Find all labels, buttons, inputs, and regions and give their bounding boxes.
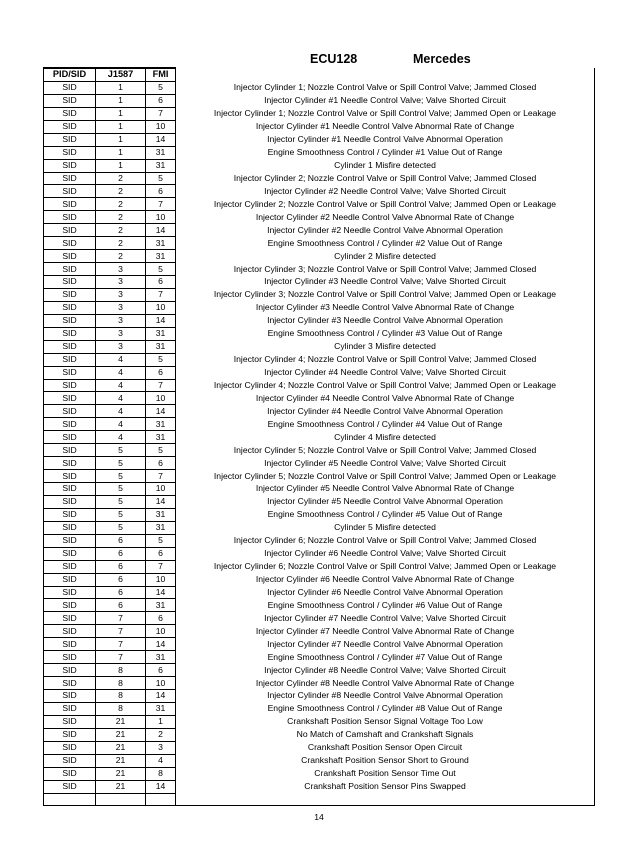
cell-description: Injector Cylinder #6 Needle Control Valve; Valve Shorted Circuit (176, 547, 595, 560)
cell-pid-sid: SID (44, 638, 96, 651)
cell-pid-sid: SID (44, 625, 96, 638)
table-row (44, 81, 595, 94)
cell-description: Crankshaft Position Sensor Signal Voltage Too Low (176, 715, 595, 728)
cell-pid-sid: SID (44, 211, 96, 224)
table-row (44, 547, 595, 560)
cell-j1587: 2 (96, 172, 146, 185)
cell-fmi: 10 (146, 677, 176, 690)
cell-fmi: 6 (146, 366, 176, 379)
cell-pid-sid: SID (44, 120, 96, 133)
cell-fmi: 14 (146, 780, 176, 793)
table-row (44, 470, 595, 483)
cell-description: No Match of Camshaft and Crankshaft Signals (176, 728, 595, 741)
cell-description: Injector Cylinder #3 Needle Control Valve Abnormal Rate of Change (176, 301, 595, 314)
cell-j1587: 1 (96, 159, 146, 172)
cell-j1587: 4 (96, 418, 146, 431)
cell-fmi: 31 (146, 340, 176, 353)
cell-pid-sid: SID (44, 237, 96, 250)
cell-pid-sid: SID (44, 741, 96, 754)
cell-fmi: 7 (146, 379, 176, 392)
cell-fmi: 31 (146, 508, 176, 521)
cell-j1587: 5 (96, 521, 146, 534)
table-row (44, 457, 595, 470)
cell-j1587: 1 (96, 146, 146, 159)
cell-fmi: 14 (146, 638, 176, 651)
cell-description: Cylinder 5 Misfire detected (176, 521, 595, 534)
table-row (44, 366, 595, 379)
table-row (44, 392, 595, 405)
cell-fmi: 7 (146, 560, 176, 573)
cell-pid-sid: SID (44, 767, 96, 780)
cell-description: Engine Smoothness Control / Cylinder #5 Value Out of Range (176, 508, 595, 521)
table-row (44, 664, 595, 677)
cell-j1587: 6 (96, 573, 146, 586)
cell-description: Engine Smoothness Control / Cylinder #7 Value Out of Range (176, 651, 595, 664)
cell-pid-sid: SID (44, 431, 96, 444)
cell-fmi: 6 (146, 457, 176, 470)
cell-pid-sid: SID (44, 250, 96, 263)
cell-fmi: 31 (146, 651, 176, 664)
cell-description: Injector Cylinder 1; Nozzle Control Valve or Spill Control Valve; Jammed Closed (176, 81, 595, 94)
cell-description: Injector Cylinder 2; Nozzle Control Valve or Spill Control Valve; Jammed Open or Leakage (176, 198, 595, 211)
cell-j1587: 21 (96, 767, 146, 780)
cell-pid-sid: SID (44, 159, 96, 172)
cell-fmi: 14 (146, 586, 176, 599)
cell-j1587: 1 (96, 81, 146, 94)
table-row (44, 651, 595, 664)
cell-fmi: 14 (146, 224, 176, 237)
table-row (44, 483, 595, 496)
table-row (44, 418, 595, 431)
cell-fmi: 5 (146, 353, 176, 366)
col-header-j1587: J1587 (96, 68, 146, 81)
cell-pid-sid: SID (44, 664, 96, 677)
cell-j1587: 6 (96, 534, 146, 547)
cell-fmi: 6 (146, 185, 176, 198)
table-row (44, 715, 595, 728)
cell-j1587: 5 (96, 470, 146, 483)
table-row (44, 780, 595, 793)
cell-pid-sid: SID (44, 521, 96, 534)
cell-fmi: 14 (146, 314, 176, 327)
table-row (44, 172, 595, 185)
table-row (44, 677, 595, 690)
cell-fmi: 10 (146, 120, 176, 133)
cell-fmi: 2 (146, 728, 176, 741)
cell-description: Injector Cylinder #8 Needle Control Valve Abnormal Rate of Change (176, 677, 595, 690)
cell-description: Injector Cylinder #3 Needle Control Valve Abnormal Operation (176, 314, 595, 327)
cell-pid-sid: SID (44, 288, 96, 301)
cell-j1587: 2 (96, 224, 146, 237)
cell-pid-sid: SID (44, 444, 96, 457)
table-row (44, 314, 595, 327)
cell-j1587: 1 (96, 120, 146, 133)
cell-description (176, 793, 595, 806)
cell-fmi: 5 (146, 444, 176, 457)
cell-fmi: 7 (146, 470, 176, 483)
cell-fmi: 10 (146, 573, 176, 586)
table-row (44, 301, 595, 314)
cell-pid-sid: SID (44, 495, 96, 508)
cell-j1587: 6 (96, 560, 146, 573)
cell-j1587: 3 (96, 288, 146, 301)
cell-fmi: 5 (146, 534, 176, 547)
cell-description: Injector Cylinder #8 Needle Control Valve Abnormal Operation (176, 690, 595, 703)
cell-description: Injector Cylinder #7 Needle Control Valve; Valve Shorted Circuit (176, 612, 595, 625)
cell-fmi: 4 (146, 754, 176, 767)
col-header-fmi: FMI (146, 68, 176, 81)
table-row (44, 573, 595, 586)
cell-description: Engine Smoothness Control / Cylinder #4 Value Out of Range (176, 418, 595, 431)
cell-fmi: 31 (146, 431, 176, 444)
cell-description: Crankshaft Position Sensor Pins Swapped (176, 780, 595, 793)
table-row (44, 327, 595, 340)
cell-fmi: 6 (146, 276, 176, 289)
table-header-row (44, 68, 595, 81)
cell-fmi: 10 (146, 301, 176, 314)
cell-j1587: 6 (96, 586, 146, 599)
cell-description: Injector Cylinder #2 Needle Control Valve Abnormal Rate of Change (176, 211, 595, 224)
table-row (44, 767, 595, 780)
cell-j1587: 3 (96, 327, 146, 340)
cell-pid-sid: SID (44, 457, 96, 470)
cell-j1587: 5 (96, 483, 146, 496)
cell-j1587: 3 (96, 276, 146, 289)
cell-pid-sid: SID (44, 366, 96, 379)
cell-description: Cylinder 2 Misfire detected (176, 250, 595, 263)
cell-j1587: 7 (96, 612, 146, 625)
cell-j1587: 4 (96, 353, 146, 366)
cell-fmi: 10 (146, 625, 176, 638)
table-row (44, 534, 595, 547)
cell-j1587: 5 (96, 495, 146, 508)
cell-j1587: 3 (96, 340, 146, 353)
cell-description: Injector Cylinder 6; Nozzle Control Valve or Spill Control Valve; Jammed Open or Leakage (176, 560, 595, 573)
cell-fmi: 31 (146, 146, 176, 159)
cell-j1587: 6 (96, 599, 146, 612)
table-row (44, 263, 595, 276)
table-row (44, 495, 595, 508)
cell-j1587: 2 (96, 198, 146, 211)
cell-j1587: 6 (96, 547, 146, 560)
table-row (44, 728, 595, 741)
cell-pid-sid: SID (44, 573, 96, 586)
cell-j1587: 7 (96, 638, 146, 651)
table-row (44, 94, 595, 107)
cell-pid-sid: SID (44, 276, 96, 289)
cell-pid-sid: SID (44, 327, 96, 340)
cell-j1587: 21 (96, 741, 146, 754)
cell-fmi: 10 (146, 211, 176, 224)
cell-pid-sid: SID (44, 560, 96, 573)
cell-fmi: 31 (146, 521, 176, 534)
cell-description: Injector Cylinder #6 Needle Control Valve Abnormal Rate of Change (176, 573, 595, 586)
cell-description: Injector Cylinder #5 Needle Control Valve Abnormal Operation (176, 495, 595, 508)
cell-description: Injector Cylinder #7 Needle Control Valve Abnormal Operation (176, 638, 595, 651)
table-row (44, 288, 595, 301)
table-row (44, 431, 595, 444)
cell-description: Injector Cylinder #1 Needle Control Valve Abnormal Operation (176, 133, 595, 146)
table-row (44, 405, 595, 418)
table-row (44, 379, 595, 392)
cell-fmi: 5 (146, 81, 176, 94)
table-row (44, 224, 595, 237)
table-row (44, 690, 595, 703)
cell-fmi: 6 (146, 94, 176, 107)
cell-j1587: 4 (96, 366, 146, 379)
cell-j1587 (96, 793, 146, 806)
cell-pid-sid: SID (44, 405, 96, 418)
cell-j1587: 1 (96, 94, 146, 107)
cell-fmi: 14 (146, 133, 176, 146)
cell-pid-sid: SID (44, 340, 96, 353)
cell-fmi: 7 (146, 198, 176, 211)
cell-j1587: 5 (96, 444, 146, 457)
cell-j1587: 7 (96, 651, 146, 664)
cell-description: Injector Cylinder #1 Needle Control Valve; Valve Shorted Circuit (176, 94, 595, 107)
cell-pid-sid: SID (44, 146, 96, 159)
cell-fmi: 31 (146, 599, 176, 612)
table-row (44, 340, 595, 353)
cell-description: Injector Cylinder 1; Nozzle Control Valve or Spill Control Valve; Jammed Open or Leakage (176, 107, 595, 120)
table-row (44, 508, 595, 521)
cell-description: Injector Cylinder 5; Nozzle Control Valve or Spill Control Valve; Jammed Closed (176, 444, 595, 457)
ecu-title: ECU128 (310, 52, 358, 66)
cell-fmi: 6 (146, 612, 176, 625)
cell-description: Crankshaft Position Sensor Time Out (176, 767, 595, 780)
col-header-description (176, 68, 595, 81)
cell-j1587: 4 (96, 431, 146, 444)
cell-description: Injector Cylinder #3 Needle Control Valve; Valve Shorted Circuit (176, 276, 595, 289)
cell-pid-sid: SID (44, 224, 96, 237)
cell-description: Injector Cylinder #7 Needle Control Valve Abnormal Rate of Change (176, 625, 595, 638)
cell-j1587: 21 (96, 715, 146, 728)
cell-description: Cylinder 4 Misfire detected (176, 431, 595, 444)
cell-description: Injector Cylinder 3; Nozzle Control Valve or Spill Control Valve; Jammed Open or Leakage (176, 288, 595, 301)
cell-description: Injector Cylinder #1 Needle Control Valve Abnormal Rate of Change (176, 120, 595, 133)
manufacturer-title: Mercedes (413, 52, 471, 66)
cell-pid-sid: SID (44, 418, 96, 431)
cell-pid-sid: SID (44, 483, 96, 496)
cell-description: Engine Smoothness Control / Cylinder #6 Value Out of Range (176, 599, 595, 612)
cell-fmi: 6 (146, 664, 176, 677)
table-row (44, 133, 595, 146)
fault-code-table (43, 67, 595, 806)
cell-pid-sid: SID (44, 728, 96, 741)
cell-fmi: 10 (146, 483, 176, 496)
cell-pid-sid: SID (44, 534, 96, 547)
cell-fmi: 10 (146, 392, 176, 405)
cell-pid-sid: SID (44, 599, 96, 612)
cell-description: Crankshaft Position Sensor Open Circuit (176, 741, 595, 754)
cell-j1587: 21 (96, 754, 146, 767)
cell-pid-sid: SID (44, 470, 96, 483)
cell-pid-sid: SID (44, 547, 96, 560)
cell-j1587: 2 (96, 237, 146, 250)
table-row (44, 444, 595, 457)
cell-pid-sid: SID (44, 379, 96, 392)
cell-fmi: 14 (146, 495, 176, 508)
cell-j1587: 2 (96, 211, 146, 224)
table-row (44, 159, 595, 172)
cell-fmi: 31 (146, 702, 176, 715)
cell-pid-sid: SID (44, 612, 96, 625)
cell-j1587: 4 (96, 392, 146, 405)
cell-description: Engine Smoothness Control / Cylinder #1 Value Out of Range (176, 146, 595, 159)
table-row (44, 198, 595, 211)
cell-description: Injector Cylinder 5; Nozzle Control Valve or Spill Control Valve; Jammed Open or Leakage (176, 470, 595, 483)
cell-j1587: 3 (96, 263, 146, 276)
table-row (44, 107, 595, 120)
cell-description: Injector Cylinder #5 Needle Control Valve; Valve Shorted Circuit (176, 457, 595, 470)
cell-description: Injector Cylinder #4 Needle Control Valve; Valve Shorted Circuit (176, 366, 595, 379)
table-row (44, 599, 595, 612)
cell-description: Injector Cylinder #4 Needle Control Valve Abnormal Operation (176, 405, 595, 418)
table-row (44, 754, 595, 767)
cell-pid-sid: SID (44, 314, 96, 327)
cell-fmi: 3 (146, 741, 176, 754)
cell-pid-sid: SID (44, 81, 96, 94)
cell-description: Engine Smoothness Control / Cylinder #8 Value Out of Range (176, 702, 595, 715)
cell-description: Injector Cylinder 2; Nozzle Control Valve or Spill Control Valve; Jammed Closed (176, 172, 595, 185)
cell-pid-sid: SID (44, 651, 96, 664)
cell-pid-sid: SID (44, 586, 96, 599)
cell-description: Engine Smoothness Control / Cylinder #2 Value Out of Range (176, 237, 595, 250)
cell-j1587: 1 (96, 107, 146, 120)
cell-description: Crankshaft Position Sensor Short to Ground (176, 754, 595, 767)
cell-fmi: 7 (146, 107, 176, 120)
cell-fmi: 1 (146, 715, 176, 728)
cell-description: Engine Smoothness Control / Cylinder #3 Value Out of Range (176, 327, 595, 340)
table-row (44, 250, 595, 263)
cell-j1587: 3 (96, 301, 146, 314)
cell-description: Injector Cylinder #5 Needle Control Valve Abnormal Rate of Change (176, 483, 595, 496)
cell-j1587: 5 (96, 508, 146, 521)
table-row (44, 146, 595, 159)
cell-description: Injector Cylinder 4; Nozzle Control Valve or Spill Control Valve; Jammed Closed (176, 353, 595, 366)
cell-pid-sid: SID (44, 715, 96, 728)
cell-pid-sid: SID (44, 690, 96, 703)
cell-j1587: 21 (96, 728, 146, 741)
cell-description: Injector Cylinder 4; Nozzle Control Valve or Spill Control Valve; Jammed Open or Leakage (176, 379, 595, 392)
cell-pid-sid: SID (44, 172, 96, 185)
cell-fmi: 31 (146, 159, 176, 172)
table-row (44, 793, 595, 806)
cell-fmi: 8 (146, 767, 176, 780)
table-row (44, 612, 595, 625)
cell-pid-sid: SID (44, 702, 96, 715)
cell-pid-sid: SID (44, 508, 96, 521)
cell-fmi: 31 (146, 327, 176, 340)
cell-fmi: 5 (146, 172, 176, 185)
page-number: 14 (314, 812, 324, 822)
cell-description: Cylinder 3 Misfire detected (176, 340, 595, 353)
cell-j1587: 4 (96, 379, 146, 392)
cell-pid-sid: SID (44, 677, 96, 690)
cell-description: Injector Cylinder 6; Nozzle Control Valve or Spill Control Valve; Jammed Closed (176, 534, 595, 547)
cell-pid-sid: SID (44, 133, 96, 146)
cell-description: Injector Cylinder #2 Needle Control Valve Abnormal Operation (176, 224, 595, 237)
table-row (44, 702, 595, 715)
cell-pid-sid (44, 793, 96, 806)
cell-description: Injector Cylinder #8 Needle Control Valve; Valve Shorted Circuit (176, 664, 595, 677)
table-row (44, 560, 595, 573)
cell-j1587: 2 (96, 185, 146, 198)
cell-description: Injector Cylinder #6 Needle Control Valve Abnormal Operation (176, 586, 595, 599)
cell-j1587: 8 (96, 690, 146, 703)
cell-fmi: 31 (146, 250, 176, 263)
cell-pid-sid: SID (44, 392, 96, 405)
cell-fmi: 14 (146, 405, 176, 418)
cell-j1587: 5 (96, 457, 146, 470)
cell-pid-sid: SID (44, 754, 96, 767)
cell-j1587: 7 (96, 625, 146, 638)
cell-pid-sid: SID (44, 263, 96, 276)
cell-j1587: 8 (96, 677, 146, 690)
cell-pid-sid: SID (44, 353, 96, 366)
col-header-pid-sid: PID/SID (44, 68, 96, 81)
cell-description: Injector Cylinder #2 Needle Control Valve; Valve Shorted Circuit (176, 185, 595, 198)
table-row (44, 586, 595, 599)
cell-pid-sid: SID (44, 94, 96, 107)
cell-j1587: 21 (96, 780, 146, 793)
table-row (44, 185, 595, 198)
cell-fmi (146, 793, 176, 806)
cell-pid-sid: SID (44, 198, 96, 211)
table-row (44, 521, 595, 534)
cell-fmi: 31 (146, 237, 176, 250)
cell-pid-sid: SID (44, 780, 96, 793)
cell-j1587: 8 (96, 702, 146, 715)
cell-fmi: 7 (146, 288, 176, 301)
table-row (44, 625, 595, 638)
cell-j1587: 4 (96, 405, 146, 418)
table-row (44, 237, 595, 250)
table-row (44, 741, 595, 754)
cell-j1587: 8 (96, 664, 146, 677)
cell-description: Injector Cylinder #4 Needle Control Valve Abnormal Rate of Change (176, 392, 595, 405)
cell-fmi: 14 (146, 690, 176, 703)
table-row (44, 276, 595, 289)
table-row (44, 120, 595, 133)
table-row (44, 211, 595, 224)
cell-description: Cylinder 1 Misfire detected (176, 159, 595, 172)
document-header (0, 52, 638, 68)
cell-pid-sid: SID (44, 185, 96, 198)
cell-fmi: 6 (146, 547, 176, 560)
cell-j1587: 2 (96, 250, 146, 263)
table-row (44, 353, 595, 366)
cell-j1587: 1 (96, 133, 146, 146)
cell-j1587: 3 (96, 314, 146, 327)
cell-fmi: 5 (146, 263, 176, 276)
table-row (44, 638, 595, 651)
cell-fmi: 31 (146, 418, 176, 431)
cell-description: Injector Cylinder 3; Nozzle Control Valve or Spill Control Valve; Jammed Closed (176, 263, 595, 276)
cell-pid-sid: SID (44, 107, 96, 120)
cell-pid-sid: SID (44, 301, 96, 314)
